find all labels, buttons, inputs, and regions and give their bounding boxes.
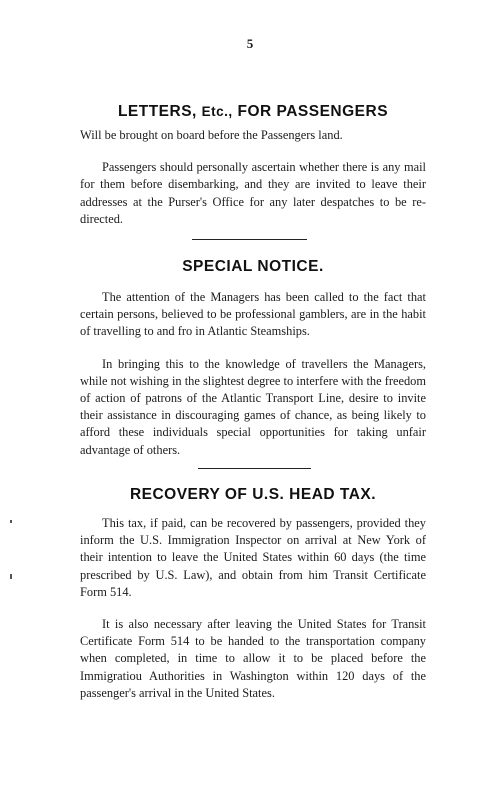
head-tax-heading: RECOVERY OF U.S. HEAD TAX. [129, 486, 377, 503]
edge-mark [10, 574, 12, 579]
letters-section [80, 103, 426, 228]
letters-subline: Will be brought on board before the Passengers land. [80, 128, 343, 142]
section-divider [192, 239, 307, 240]
page-number: 5 [246, 36, 254, 51]
head-tax-paragraph-1: This tax, if paid, can be recovered by passengers, provided they inform the U.S. Immigration Inspector on arrival at New York of their intention to leave the United States within 60 days (the time prescribed by U.S. Law), and obtain from him Transit Certificate Form 514. [80, 516, 426, 599]
head-tax-paragraph-2: It is also necessary after leaving the United States for Transit Certificate Form 514 to be handed to the transportation company when completed, in time to allow it to be placed before the Immigratiou Authorities in Washington within 120 days of the passenger's arrival in the United States. [80, 617, 426, 700]
letters-paragraph: Passengers should personally ascertain whether there is any mail for them before disembarking, and they are invited to leave their addresses at the Purser's Office for any later despatches to be re-directed. [80, 160, 426, 226]
special-notice-paragraph-2: In bringing this to the knowledge of travellers the Managers, while not wishing in the slightest degree to interfere with the freedom of action of patrons of the Atlantic Transport Line, desire to invite their assistance in discouraging games of chance, as being likely to afford these individuals special opportunities for taking unfair advantage of others. [80, 356, 426, 457]
letters-heading-main: LETTERS, [117, 103, 197, 120]
letters-heading [80, 103, 426, 121]
letters-heading-small: Etc., [201, 104, 233, 119]
letters-heading-tail: FOR PASSENGERS [237, 103, 389, 120]
section-divider [198, 468, 311, 469]
special-notice-heading: SPECIAL NOTICE. [182, 258, 324, 275]
special-notice-section [80, 258, 426, 459]
head-tax-section [80, 486, 426, 702]
edge-mark [10, 520, 12, 523]
special-notice-paragraph-1: The attention of the Managers has been called to the fact that certain persons, believed to be professional gamblers, are in the habit of travelling to and fro in Atlantic Steamships. [80, 290, 426, 339]
